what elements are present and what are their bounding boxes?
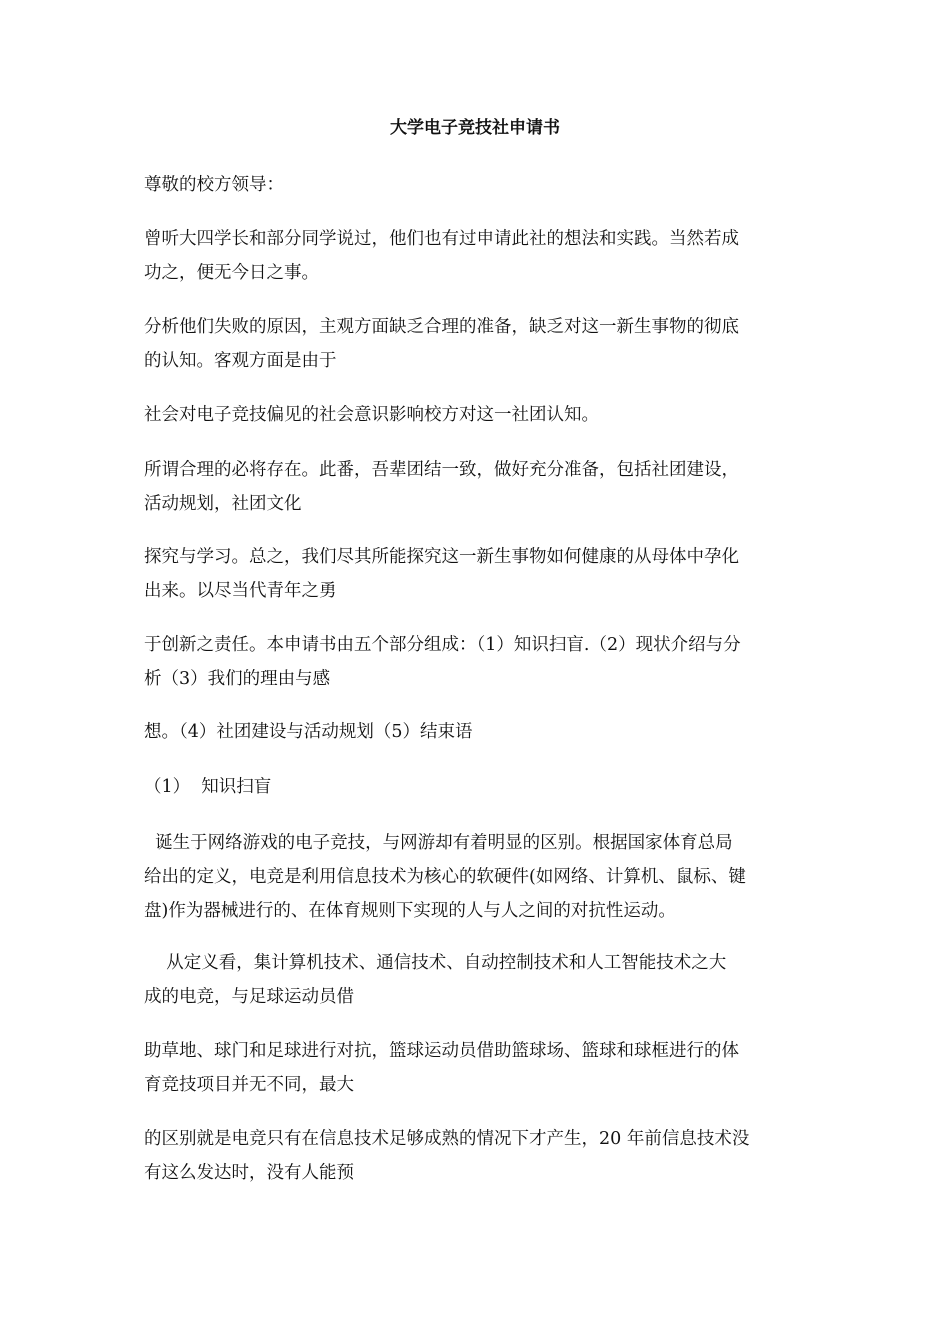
paragraph-5	[144, 540, 812, 608]
paragraph-line: 想。（4）社团建设与活动规划（5）结束语	[144, 722, 473, 742]
paragraph-4	[144, 453, 812, 521]
document-title: 大学电子竞技社申请书	[390, 118, 560, 138]
paragraph-line: 的认知。客观方面是由于	[144, 351, 337, 371]
salutation: 尊敬的校方领导：	[144, 175, 284, 195]
paragraph-7	[144, 715, 812, 749]
paragraph-12	[144, 1122, 812, 1190]
paragraph-line: 的区别就是电竞只有在信息技术足够成熟的情况下才产生，20 年前信息技术没	[144, 1129, 750, 1149]
paragraph-line: 助草地、球门和足球进行对抗，篮球运动员借助篮球场、篮球和球框进行的体	[144, 1041, 739, 1061]
paragraph-line: 给出的定义，电竞是利用信息技术为核心的软硬件(如网络、计算机、鼠标、键	[144, 867, 746, 887]
paragraph-line: 盘)作为器械进行的、在体育规则下实现的人与人之间的对抗性运动。	[144, 901, 676, 921]
paragraph-3	[144, 398, 812, 432]
paragraph-line: 有这么发达时，没有人能预	[144, 1163, 354, 1183]
paragraph-2	[144, 310, 812, 378]
paragraph-line: 从定义看，集计算机技术、通信技术、自动控制技术和人工智能技术之大	[144, 953, 727, 973]
section-heading-line: （1） 知识扫盲	[144, 777, 272, 797]
paragraph-line: 诞生于网络游戏的电子竞技，与网游却有着明显的区别。根据国家体育总局	[144, 833, 733, 853]
paragraph-1	[144, 222, 812, 290]
paragraph-6	[144, 628, 812, 696]
paragraph-line: 功之，便无今日之事。	[144, 263, 319, 283]
paragraph-line: 育竞技项目并无不同，最大	[144, 1075, 354, 1095]
paragraph-line: 活动规划，社团文化	[144, 494, 302, 514]
paragraph-11	[144, 1034, 812, 1102]
paragraph-line: 于创新之责任。本申请书由五个部分组成：（1）知识扫盲.（2）现状介绍与分	[144, 635, 741, 655]
paragraph-line: 成的电竞，与足球运动员借	[144, 987, 354, 1007]
paragraph-line: 社会对电子竞技偏见的社会意识影响校方对这一社团认知。	[144, 405, 599, 425]
paragraph-line: 分析他们失败的原因，主观方面缺乏合理的准备，缺乏对这一新生事物的彻底	[144, 317, 739, 337]
paragraph-line: 所谓合理的必将存在。此番，吾辈团结一致，做好充分准备，包括社团建设，	[144, 460, 739, 480]
paragraph-line: 曾听大四学长和部分同学说过，他们也有过申请此社的想法和实践。当然若成	[144, 229, 739, 249]
paragraph-line: 析（3）我们的理由与感	[144, 669, 331, 689]
paragraph-line: 出来。以尽当代青年之勇	[144, 581, 337, 601]
paragraph-10	[144, 946, 812, 1014]
paragraph-line: 探究与学习。总之，我们尽其所能探究这一新生事物如何健康的从母体中孕化	[144, 547, 739, 567]
paragraph-9	[144, 826, 812, 928]
section-heading-knowledge	[144, 770, 812, 804]
